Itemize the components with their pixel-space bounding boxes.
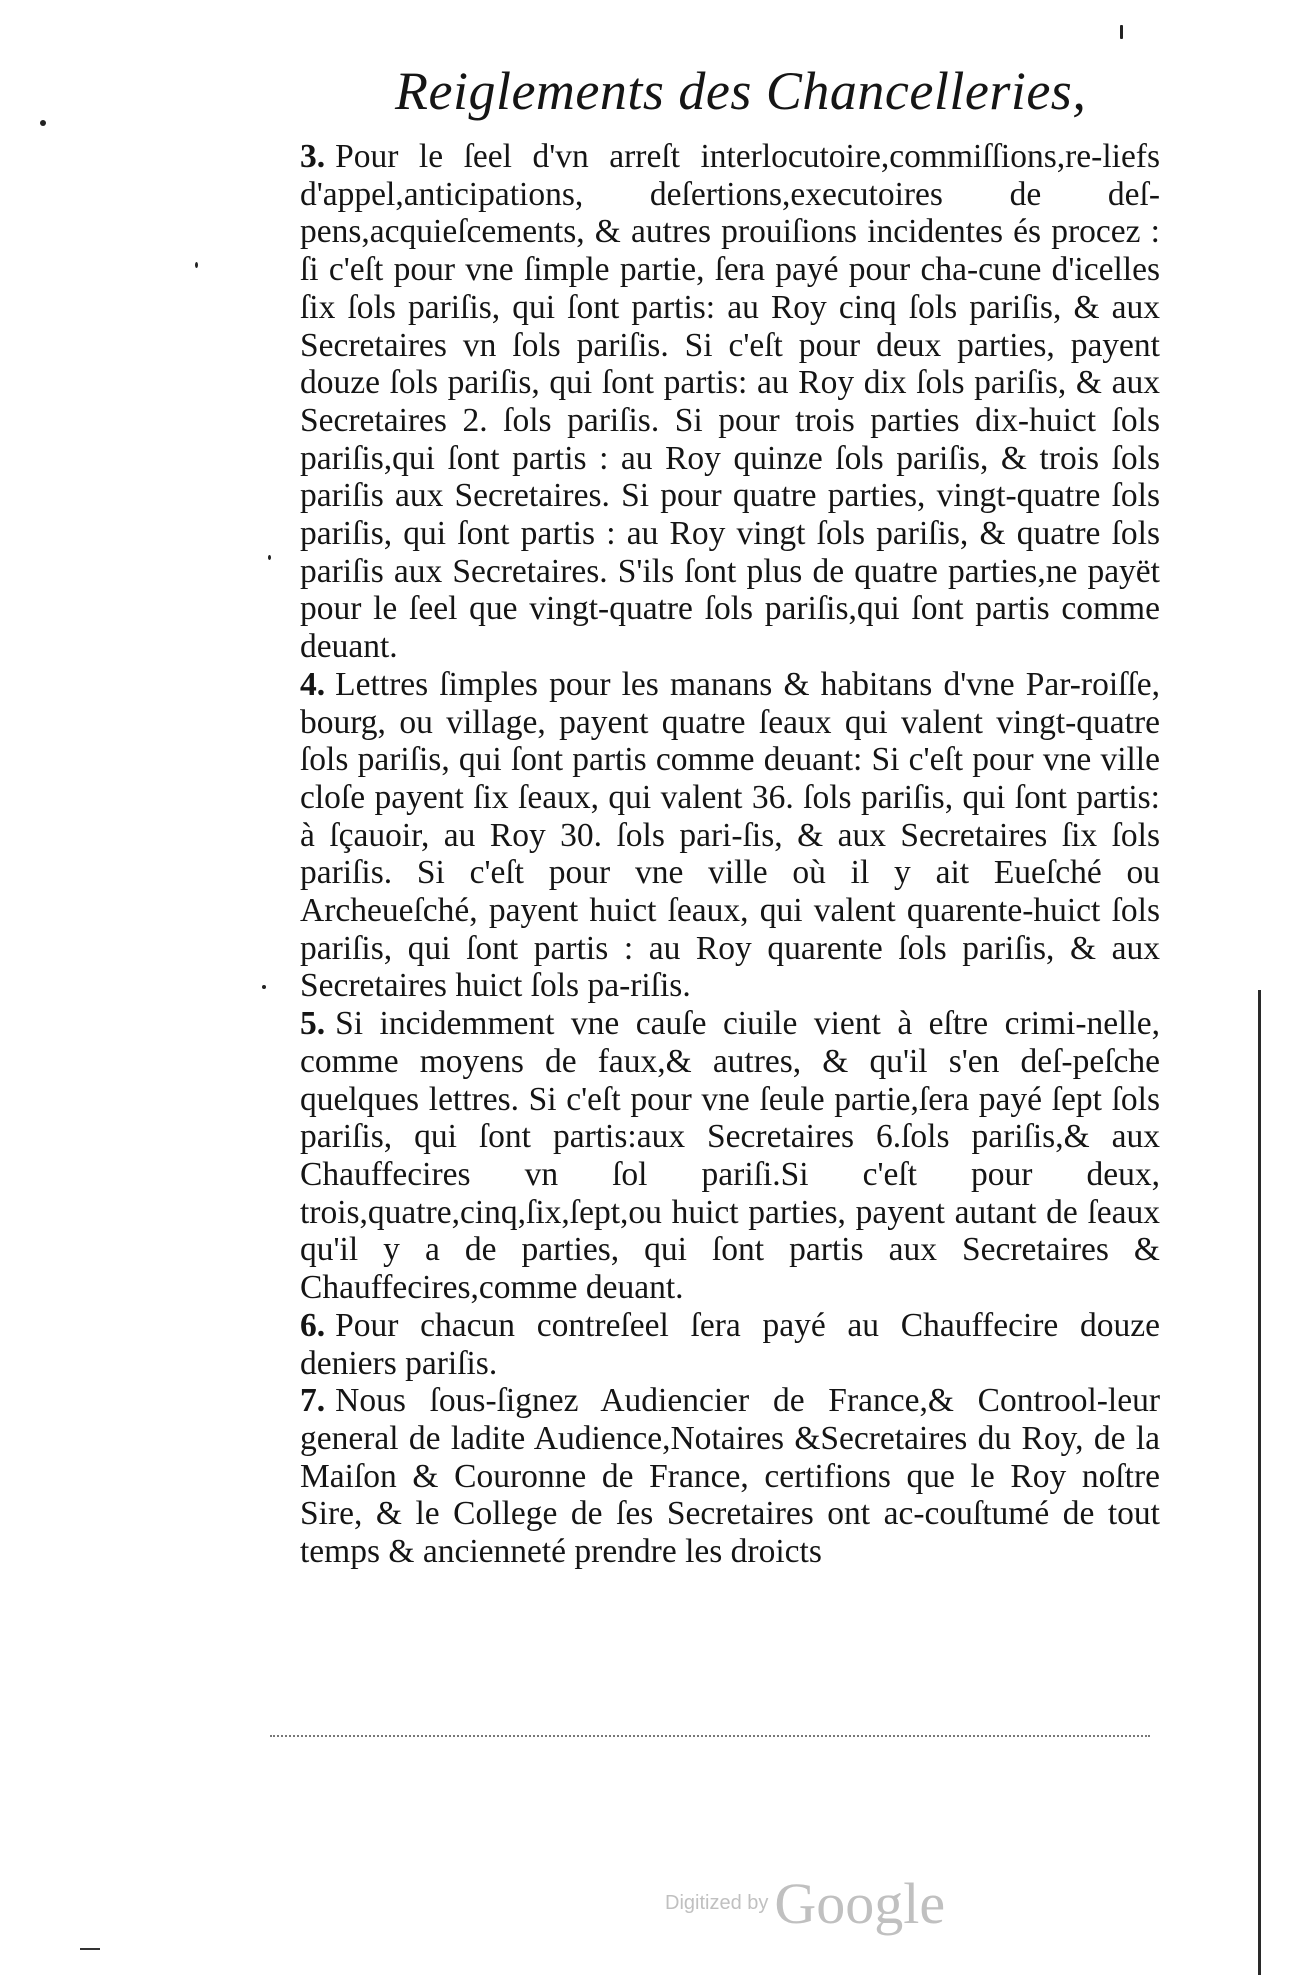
scan-speck xyxy=(40,120,46,126)
watermark xyxy=(665,1870,945,1937)
paragraph-number: 6. xyxy=(300,1306,326,1344)
scan-speck xyxy=(195,262,198,268)
paragraph-4 xyxy=(300,666,1160,1005)
watermark-brand: Google xyxy=(774,1871,946,1936)
paragraph-5 xyxy=(300,1005,1160,1307)
page-edge-shadow xyxy=(1258,990,1261,1975)
paragraph-number: 3. xyxy=(300,138,326,175)
running-head: Reiglements des Chancelleries, xyxy=(395,61,1087,121)
paragraph-number: 7. xyxy=(300,1382,326,1420)
body-text xyxy=(300,138,1160,1571)
paragraph-6 xyxy=(300,1307,1160,1382)
paragraph-3 xyxy=(300,138,1160,666)
scan-speck xyxy=(268,555,271,560)
paragraph-text: Pour chacun contreſeel ſera payé au Chauffecire douze deniers pariſis. xyxy=(300,1306,1160,1382)
paragraph-number: 4. xyxy=(300,665,326,703)
paragraph-text: Si incidemment vne cauſe ciuile vient à eſtre crimi-nelle, comme moyens de faux,& autres, & qu'il s'en deſ-peſche quelques lettres. Si c'eſt pour vne ſeule partie,ſera payé ſept ſols pariſis, qui ſont partis:aux Secretaires 6.ſols pariſis,& aux Chauffecires vn ſol pariſi.Si c'eſt pour deux, trois,quatre,cinq,ſix,ſept,ou huict parties, payent autant de ſeaux qu'il y a de parties, qui ſont partis aux Secretaires & Chauffecires,comme deuant. xyxy=(300,1005,1160,1307)
scan-mark xyxy=(80,1948,100,1950)
paragraph-text: Pour le ſeel d'vn arreſt interlocutoire,commiſſions,re-liefs d'appel,anticipations, deſertions,executoires de deſ-pens,acquieſcements, & autres prouiſions incidentes és procez : ſi c'eſt pour vne ſimple partie, ſera payé pour cha-cune d'icelles ſix ſols pariſis, qui ſont partis: au Roy cinq ſols pariſis, & aux Secretaires vn ſols pariſis. Si c'eſt pour deux parties, payent douze ſols pariſis, qui ſont partis: au Roy dix ſols pariſis, & aux Secretaires 2. ſols pariſis. Si pour trois parties dix-huict ſols pariſis,qui ſont partis : au Roy quinze ſols pariſis, & trois ſols pariſis aux Secretaires. Si pour quatre parties, vingt-quatre ſols pariſis, qui ſont partis : au Roy vingt ſols pariſis, & quatre ſols pariſis aux Secretaires. S'ils ſont plus de quatre parties,ne payët pour le ſeel que vingt-quatre ſols pariſis,qui ſont partis comme deuant. xyxy=(300,138,1160,666)
scan-speck xyxy=(1120,25,1123,39)
paragraph-number: 5. xyxy=(300,1005,326,1043)
paragraph-text: Nous ſous-ſignez Audiencier de France,& Controol-leur general de ladite Audience,Notaires &Secretaires du Roy, de la Maiſon & Couronne de France, certifions que le Roy noſtre Sire, & le College de ſes Secretaires ont ac-couſtumé de tout temps & ancienneté prendre les droicts xyxy=(300,1382,1160,1571)
paragraph-7 xyxy=(300,1382,1160,1571)
watermark-prefix: Digitized by xyxy=(665,1892,769,1914)
paragraph-text: Lettres ſimples pour les manans & habitans d'vne Par-roiſſe, bourg, ou village, payent quatre ſeaux qui valent vingt-quatre ſols pariſis, qui ſont partis comme deuant: Si c'eſt pour vne ville cloſe payent ſix ſeaux, qui valent 36. ſols pariſis, qui ſont partis: à ſçauoir, au Roy 30. ſols pari-ſis, & aux Secretaires ſix ſols pariſis. Si c'eſt pour vne ville où il y ait Eueſché ou Archeueſché, payent huict ſeaux, qui valent quarente-huict ſols pariſis, qui ſont partis : au Roy quarente ſols pariſis, & aux Secretaires huict ſols pa-riſis. xyxy=(300,665,1160,1005)
scan-speck xyxy=(262,985,266,989)
page-bottom-edge xyxy=(270,1735,1150,1743)
